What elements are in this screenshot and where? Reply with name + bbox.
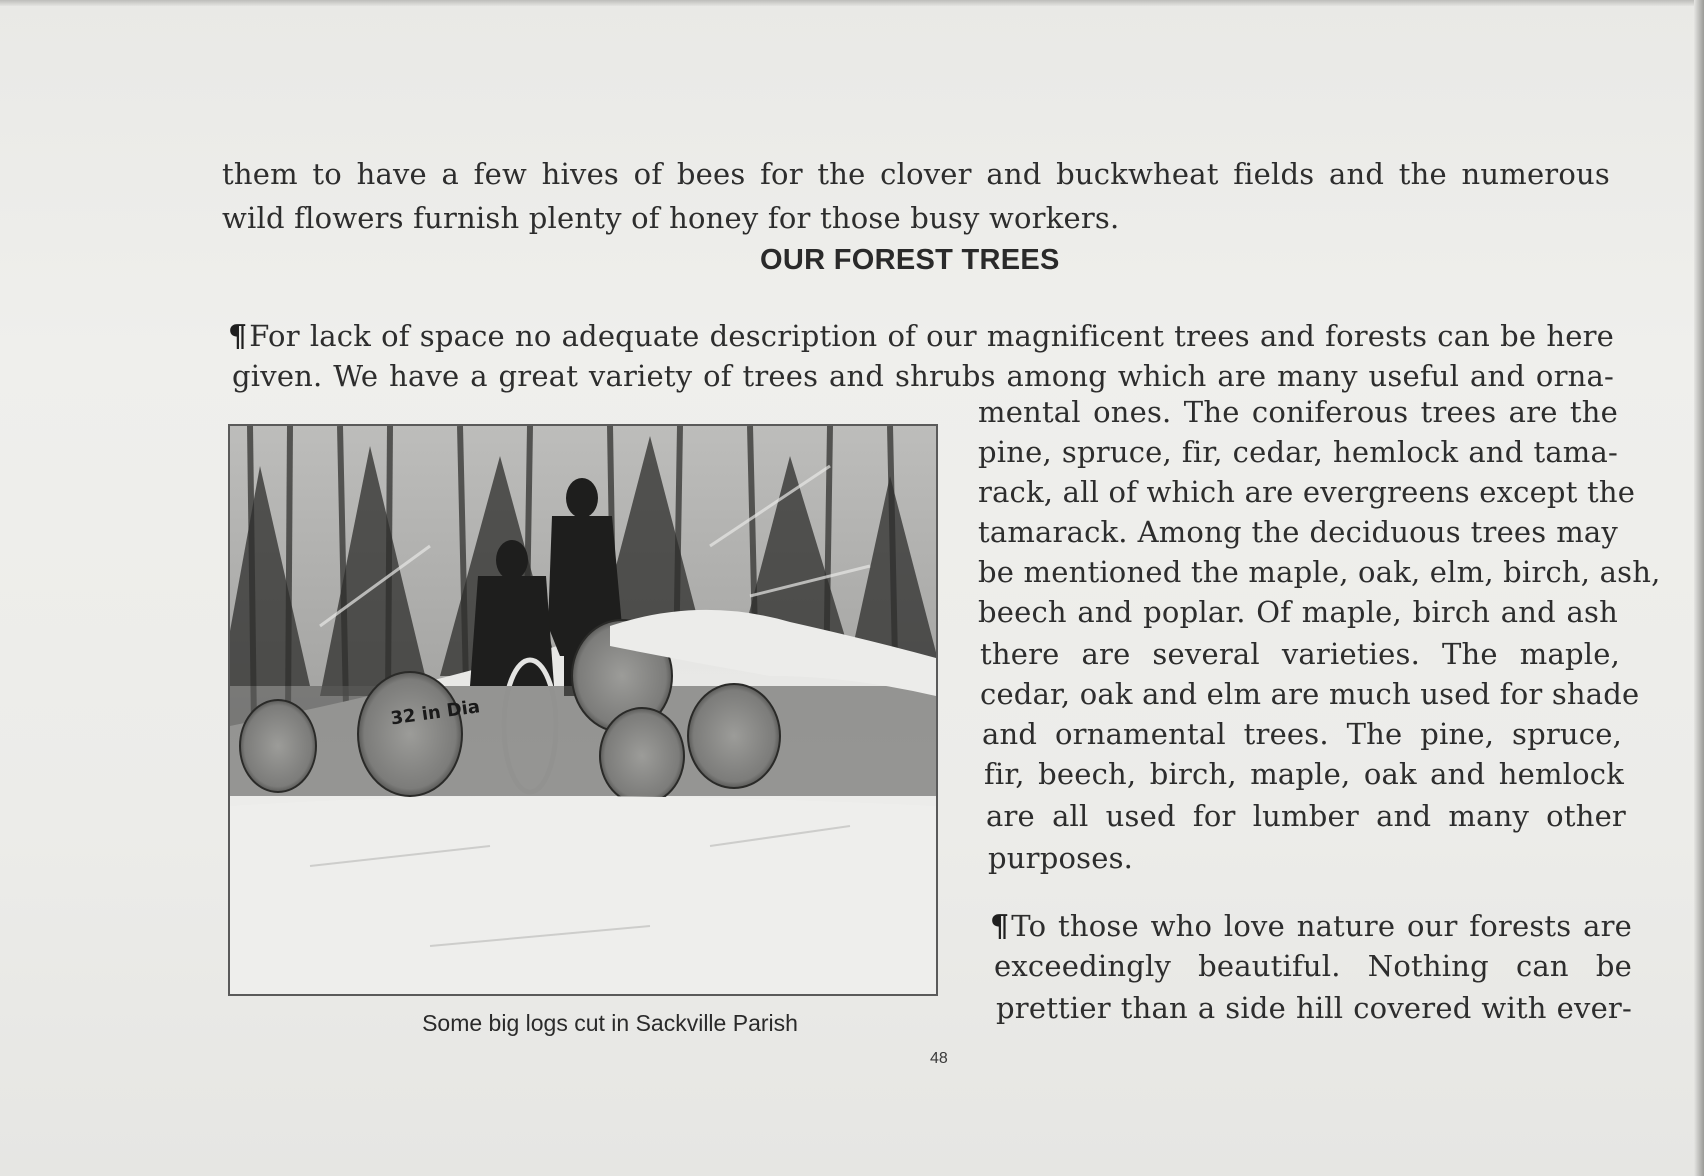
column-line-4: tamarack. Among the deciduous trees may [978,515,1618,549]
column-line-7: there are several varieties. The maple, [980,637,1620,671]
paragraph-1-line-1-text: For lack of space no adequate description of our magnificent trees and forests can be here [249,319,1614,353]
paragraph-2-line-3: prettier than a side hill covered with ever- [996,991,1632,1025]
column-line-5: be mentioned the maple, oak, elm, birch, ash, [978,555,1661,589]
paragraph-2-line-1-text: To those who love nature our forests are [1011,909,1632,943]
logs-photograph-image [230,426,936,994]
paragraph-2-line-2: exceedingly beautiful. Nothing can be [994,949,1632,983]
page-number: 48 [930,1050,948,1067]
column-line-8: cedar, oak and elm are much used for shade [980,677,1640,711]
paragraph-2-line-1 [990,908,1632,945]
page-right-edge [1694,0,1704,1176]
intro-line-2: wild flowers furnish plenty of honey for those busy workers. [222,201,1120,235]
paragraph-mark-icon: ¶ [228,319,248,354]
page-top-edge [0,0,1704,6]
column-line-11: are all used for lumber and many other [986,799,1626,833]
paragraph-1-line-1 [228,318,1614,355]
column-line-6: beech and poplar. Of maple, birch and ash [978,595,1618,629]
paragraph-1-line-2: given. We have a great variety of trees and shrubs among which are many useful and orna- [232,359,1614,393]
intro-line-1: them to have a few hives of bees for the clover and buckwheat fields and the numerous [222,157,1610,191]
photo-caption: Some big logs cut in Sackville Parish [422,1010,798,1036]
paragraph-mark-icon: ¶ [990,909,1010,944]
column-line-10: fir, beech, birch, maple, oak and hemlock [984,757,1624,791]
section-heading: OUR FOREST TREES [760,244,1060,276]
column-line-3: rack, all of which are evergreens except the [978,475,1636,509]
log-diameter-label: 32 in Dia [389,696,482,730]
column-line-12: purposes. [988,841,1134,875]
logs-photograph [228,424,938,996]
column-line-9: and ornamental trees. The pine, spruce, [982,717,1622,751]
column-line-2: pine, spruce, fir, cedar, hemlock and tama- [978,435,1618,469]
column-line-1: mental ones. The coniferous trees are the [978,395,1618,429]
